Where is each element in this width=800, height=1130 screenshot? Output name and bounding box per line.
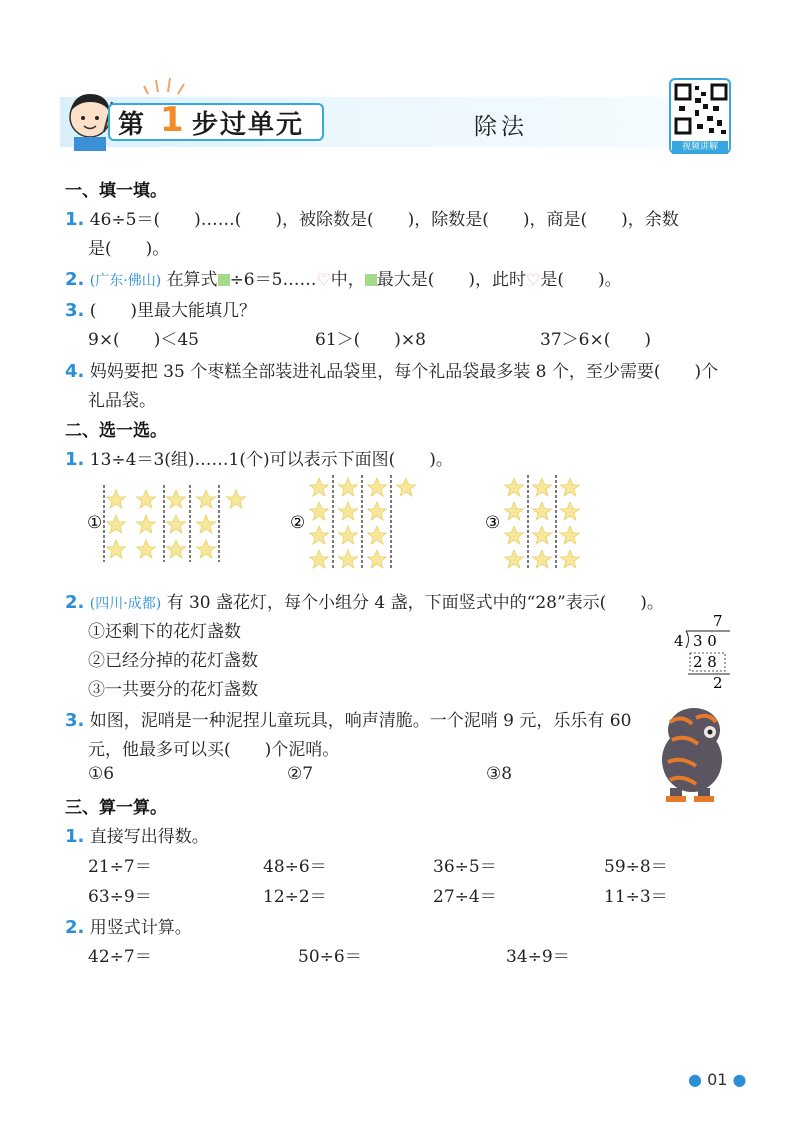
option-1-label: ① [87, 513, 103, 533]
clay-whistle-tiger-icon [652, 700, 732, 805]
chapter-title: 除法 [474, 114, 528, 140]
product: 2 8 [693, 653, 717, 671]
remainder: 2 [713, 674, 723, 692]
q2-2-text: 有 30 盏花灯，每个小组分 4 盏，下面竖式中的“28”表示( )。 [166, 593, 664, 613]
q1-4-text: 妈妈要把 35 个枣糕全部装进礼品袋里，每个礼品袋最多装 8 个，至少需要( )个 [89, 362, 719, 382]
qr-code-icon [673, 82, 731, 138]
q1-2-text-a: 在算式 [166, 270, 218, 290]
q3-2-text: 用竖式计算。 [89, 918, 192, 938]
q1-1 [65, 205, 679, 230]
q2-2 [65, 588, 664, 613]
calc-item: 63÷9＝ [88, 887, 152, 907]
q1-2 [65, 265, 622, 290]
q2-2-option-2: ②已经分掉的花灯盏数 [88, 651, 258, 671]
question-number: 2. [65, 917, 85, 938]
dot-icon: ● [688, 1070, 702, 1089]
q1-1-line2: 是( )。 [88, 239, 170, 259]
q2-3-option-2: ②7 [287, 764, 314, 784]
question-number: 3. [65, 710, 85, 731]
question-number: 1. [65, 449, 85, 470]
q1-2-text-d: 最大是( )，此时 [376, 270, 527, 290]
q2-1-text: 13÷4＝3(组)……1(个)可以表示下面图( )。 [89, 450, 453, 470]
source-tag: (四川·成都) [89, 596, 162, 612]
star-icon [505, 478, 580, 568]
q2-3-option-1: ①6 [88, 764, 115, 784]
divisor: 4 [674, 632, 684, 650]
calc-item: 27÷4＝ [433, 887, 497, 907]
q2-3-text: 如图，泥哨是一种泥捏儿童玩具，响声清脆。一个泥哨 9 元，乐乐有 60 [89, 711, 632, 731]
section-1-title: 一、填一填。 [65, 181, 167, 201]
figure-option-3 [485, 475, 580, 568]
question-number: 1. [65, 826, 85, 847]
q2-3-line2: 元，他最多可以买( )个泥哨。 [88, 740, 340, 760]
banner-label: 第 [118, 110, 147, 140]
dot-icon: ● [732, 1070, 747, 1089]
calc-item: 59÷8＝ [604, 857, 668, 877]
question-number: 2. [65, 592, 85, 613]
sparkle-icon [140, 74, 190, 96]
calc-item: 34÷9＝ [506, 947, 570, 967]
q2-2-option-1: ①还剩下的花灯盏数 [88, 622, 241, 642]
q1-3-a: 9×( )＜45 [88, 330, 199, 350]
q2-2-option-3: ③一共要分的花灯盏数 [88, 680, 258, 700]
dividend: 3 0 [693, 632, 717, 650]
q1-2-text-b: ÷6＝5…… [229, 270, 317, 290]
q1-1-text: 46÷5＝( )……( )，被除数是( )，除数是( )，商是( )，余数 [89, 210, 679, 230]
q1-3-c: 37＞6×( ) [540, 330, 651, 350]
calc-item: 11÷3＝ [604, 887, 668, 907]
q2-3-option-3: ③8 [486, 764, 513, 784]
green-square-icon [365, 274, 377, 286]
calc-item: 42÷7＝ [88, 947, 152, 967]
q3-2 [65, 913, 192, 938]
q3-1-text: 直接写出得数。 [89, 827, 209, 847]
source-tag: (广东·佛山) [89, 273, 162, 289]
page-number [688, 1070, 746, 1089]
calc-item: 12÷2＝ [263, 887, 327, 907]
q1-2-text-e: 是( )。 [540, 270, 622, 290]
calc-item: 21÷7＝ [88, 857, 152, 877]
q2-3 [65, 706, 631, 731]
banner-number: 1 [160, 100, 184, 140]
q2-1 [65, 445, 453, 470]
green-square-icon [218, 274, 230, 286]
section-3-title: 三、算一算。 [65, 798, 167, 818]
long-division-figure [668, 610, 738, 692]
calc-item: 48÷6＝ [263, 857, 327, 877]
q3-1 [65, 822, 209, 847]
qr-label: 视频讲解 [672, 141, 728, 154]
question-number: 2. [65, 269, 85, 290]
question-number: 4. [65, 361, 85, 382]
star-groups-figure [80, 470, 600, 575]
q1-3-b: 61＞( )×8 [315, 330, 426, 350]
question-number: 3. [65, 300, 85, 321]
figure-option-2 [290, 475, 416, 568]
banner-label-2: 步过单元 [192, 110, 305, 140]
q1-4-line2: 礼品袋。 [88, 391, 156, 411]
heart-icon: ♡ [316, 270, 331, 289]
q1-4 [65, 357, 718, 382]
calc-item: 36÷5＝ [433, 857, 497, 877]
option-3-label: ③ [485, 513, 501, 533]
quotient: 7 [713, 612, 723, 630]
q1-3 [65, 296, 256, 321]
page-number-text: 01 [707, 1070, 728, 1089]
section-2-title: 二、选一选。 [65, 421, 167, 441]
star-icon [107, 490, 246, 558]
q1-3-text: ( )里最大能填几？ [89, 301, 257, 321]
q1-2-text-c: 中， [330, 270, 365, 290]
question-number: 1. [65, 209, 85, 230]
calc-item: 50÷6＝ [298, 947, 362, 967]
option-2-label: ② [290, 513, 306, 533]
figure-option-1 [87, 485, 246, 562]
heart-icon: ♡ [526, 270, 541, 289]
